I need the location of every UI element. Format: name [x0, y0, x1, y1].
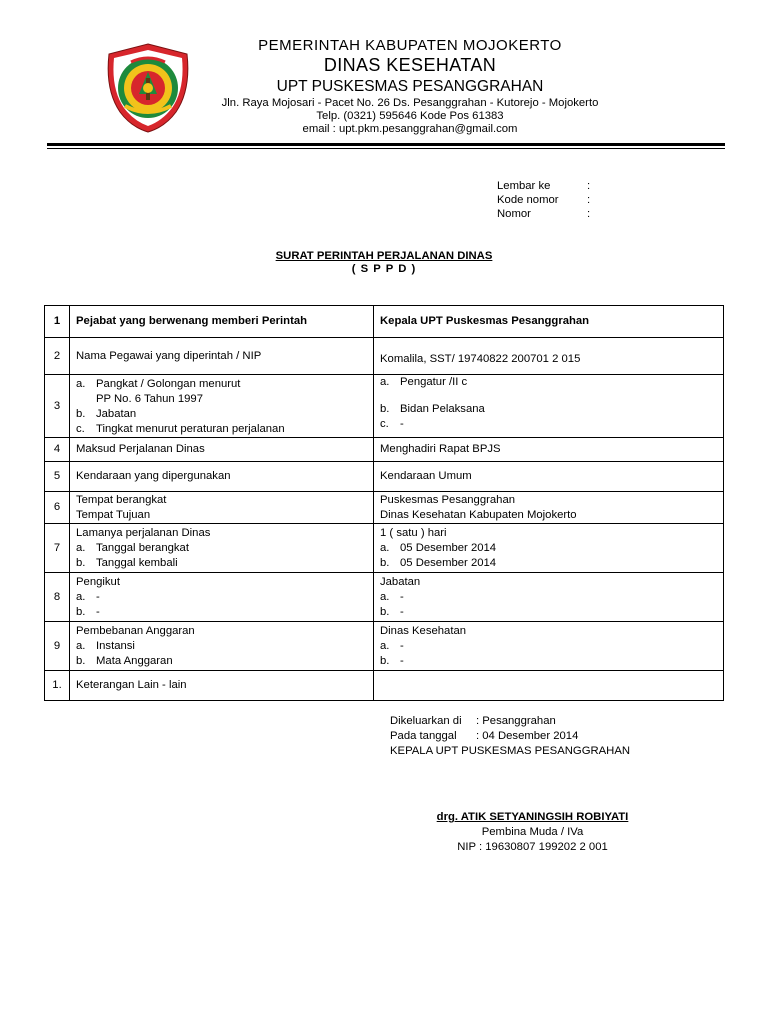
- table-row: 9 Pembebanan Anggaran a. Instansi b. Mata Anggaran Dinas Kesehatan a. - b. -: [45, 622, 724, 671]
- regency-emblem-logo: [103, 42, 193, 134]
- table-row: 3 a. Pangkat / Golongan menurut PP No. 6 Tahun 1997 b. Jabatan c. Tingkat menurut peraturan perjalanan a. Pengatur /II c b. Bidan Pelaksana c. -: [45, 375, 724, 438]
- meta-number: Nomor :: [497, 208, 591, 220]
- table-row: 1. Keterangan Lain - lain: [45, 671, 724, 701]
- signatory-position: KEPALA UPT PUSKESMAS PESANGGRAHAN: [390, 745, 631, 757]
- document-title: SURAT PERINTAH PERJALANAN DINAS: [275, 250, 493, 262]
- table-row: 5 Kendaraan yang dipergunakan Kendaraan Umum: [45, 462, 724, 492]
- signatory-rank: Pembina Muda / IVa: [481, 826, 584, 838]
- phone: Telp. (0321) 595646 Kode Pos 61383: [316, 110, 504, 122]
- document-meta: [497, 179, 590, 221]
- table-row: 7 Lamanya perjalanan Dinas a. Tanggal berangkat b. Tanggal kembali 1 ( satu ) hari a. 05 Desember 2014 b. 05 Desember 2014: [45, 524, 724, 573]
- email: email : upt.pkm.pesanggrahan@gmail.com: [302, 123, 518, 135]
- sppd-table: [44, 305, 724, 701]
- table-row: 8 Pengikut a. - b. - Jabatan a. - b. -: [45, 573, 724, 622]
- signatory-name: drg. ATIK SETYANINGSIH ROBIYATI: [436, 811, 629, 823]
- meta-code: Kode nomor :: [497, 194, 591, 206]
- address: Jln. Raya Mojosari - Pacet No. 26 Ds. Pesanggrahan - Kutorejo - Mojokerto: [221, 97, 599, 109]
- meta-sheet: Lembar ke :: [497, 180, 591, 192]
- department-name: DINAS KESEHATAN: [323, 55, 497, 75]
- header-rule-thin: [47, 148, 725, 149]
- signatory-nip: NIP : 19630807 199202 2 001: [457, 841, 608, 853]
- table-row: 2 Nama Pegawai yang diperintah / NIP Komalila, SST/ 19740822 200701 2 015: [45, 338, 724, 375]
- header-rule-thick: [47, 143, 725, 146]
- document-abbr: ( S P P D ): [351, 263, 417, 275]
- unit-name: UPT PUSKESMAS PESANGGRAHAN: [276, 78, 544, 95]
- table-row: 6 Tempat berangkat Tempat Tujuan Puskesmas Pesanggrahan Dinas Kesehatan Kabupaten Mojokerto: [45, 492, 724, 524]
- issuance-block: Dikeluarkan di : Pesanggrahan Pada tanggal : 04 Desember 2014 KEPALA UPT PUSKESMAS PESANGGRAHAN: [390, 715, 631, 757]
- table-row: 4 Maksud Perjalanan Dinas Menghadiri Rapat BPJS: [45, 438, 724, 462]
- letterhead: [190, 37, 630, 136]
- government-name: PEMERINTAH KABUPATEN MOJOKERTO: [258, 37, 562, 54]
- signatory: [400, 810, 665, 855]
- table-row: 1 Pejabat yang berwenang memberi Perintah Kepala UPT Puskesmas Pesanggrahan: [45, 306, 724, 338]
